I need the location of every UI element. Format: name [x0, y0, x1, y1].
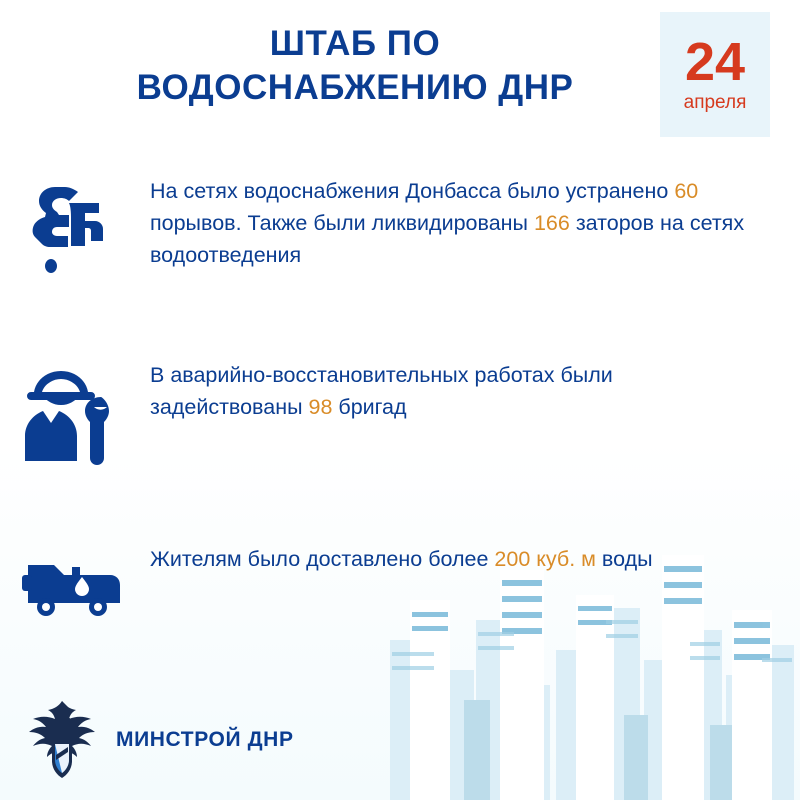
- stat-number: 200 куб. м: [494, 547, 596, 571]
- water-truck-icon: [20, 549, 130, 621]
- stat-number: 60: [674, 179, 699, 203]
- icon-cell: [0, 359, 150, 465]
- title-line-1: ШТАБ ПО: [269, 24, 441, 63]
- stats-list: [0, 175, 800, 727]
- date-day: 24: [684, 31, 746, 92]
- stat-text: На сетях водоснабжения Донбасса было устранено 60 порывов. Также были ликвидированы 166 заторов на сетях водоотведения: [150, 179, 745, 267]
- title-line-2: ВОДОСНАБЖЕНИЮ ДНР: [136, 68, 574, 107]
- stat-text-cell: [150, 543, 800, 575]
- footer-label: МИНСТРОЙ ДНР: [116, 728, 294, 751]
- worker-wrench-icon: [21, 365, 129, 465]
- dnr-eagle-emblem: [22, 697, 102, 783]
- stat-text-cell: [150, 359, 800, 423]
- date-month: апреля: [683, 91, 747, 113]
- stat-number: 166: [533, 211, 570, 235]
- poster-footer: [0, 680, 800, 800]
- stat-text: Жителям было доставлено более 200 куб. м воды: [150, 547, 653, 571]
- stat-number: 98: [308, 395, 333, 419]
- hand-wrench-faucet-icon: [21, 181, 129, 277]
- date-badge: [660, 12, 770, 137]
- stat-text-cell: [150, 175, 800, 271]
- stat-row-water-delivery: [0, 543, 800, 693]
- stat-row-brigades: [0, 359, 800, 509]
- page-title: [60, 22, 650, 110]
- stat-row-water-network: [0, 175, 800, 325]
- icon-cell: [0, 543, 150, 621]
- stat-text: В аварийно-восстановительных работах были задействованы 98 бригад: [150, 363, 613, 419]
- icon-cell: [0, 175, 150, 277]
- poster-header: [0, 0, 800, 152]
